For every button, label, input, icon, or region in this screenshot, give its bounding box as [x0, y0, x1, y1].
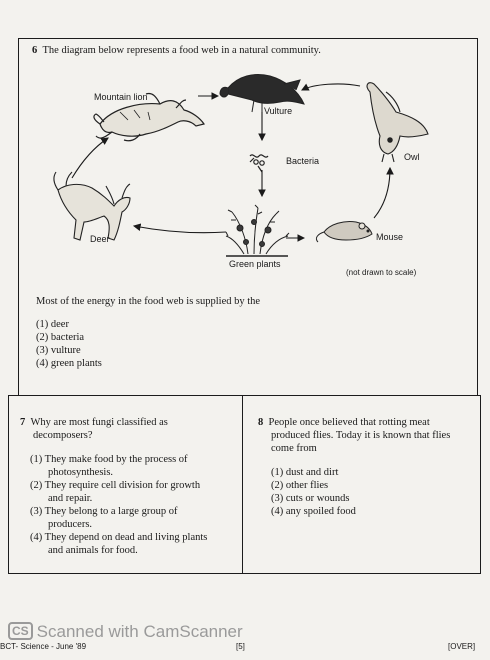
bacteria-drawing [250, 155, 268, 172]
question-7-option-4-cont: and animals for food. [48, 545, 138, 556]
question-6-option-4: (4) green plants [36, 358, 102, 369]
page-number: [5] [236, 642, 245, 651]
label-bacteria: Bacteria [286, 156, 320, 166]
question-8-stem-cont-1: produced flies. Today it is known that flies [271, 430, 451, 441]
footer-left: BCT- Science - June '89 [0, 642, 87, 651]
label-mouse: Mouse [376, 232, 404, 242]
scanner-watermark: CS Scanned with CamScanner [8, 622, 243, 642]
question-6-option-2: (2) bacteria [36, 332, 85, 343]
question-7-option-4: (4) They depend on dead and living plants [30, 532, 208, 543]
question-6-stem: 6 The diagram below represents a food web in a natural community. [32, 45, 321, 56]
question-7-option-1-cont: photosynthesis. [48, 467, 114, 478]
question-7-option-3-cont: producers. [48, 519, 93, 530]
green-plants-drawing [226, 205, 289, 256]
question-7-option-2-cont: and repair. [48, 493, 93, 504]
owl-drawing [367, 83, 428, 162]
scale-note: (not drawn to scale) [346, 268, 417, 277]
question-7-stem-cont: decomposers? [33, 430, 93, 441]
question-7-option-2: (2) They require cell division for growth [30, 480, 201, 491]
label-vulture: Vulture [264, 106, 293, 116]
camscanner-logo-icon: CS [8, 622, 33, 640]
question-8-stem: 8 People once believed that rotting meat [258, 417, 430, 428]
deer-drawing [54, 172, 130, 240]
label-deer: Deer [90, 234, 110, 244]
label-green-plants: Green plants [229, 259, 281, 269]
label-mountain-lion: Mountain lion [94, 92, 148, 102]
question-6-option-3: (3) vulture [36, 345, 81, 356]
question-8-option-1: (1) dust and dirt [271, 467, 339, 478]
question-8-stem-cont-2: come from [271, 443, 317, 454]
footer-right: [OVER] [448, 642, 476, 651]
mouse-drawing [316, 221, 372, 242]
question-8-option-4: (4) any spoiled food [271, 506, 356, 517]
question-8-option-2: (2) other flies [271, 480, 329, 491]
question-7-stem: 7 Why are most fungi classified as [20, 417, 168, 428]
question-6-option-1: (1) deer [36, 319, 69, 330]
question-6-prompt: Most of the energy in the food web is supplied by the [36, 296, 261, 307]
label-owl: Owl [404, 152, 420, 162]
question-7-option-1: (1) They make food by the process of [30, 454, 188, 465]
question-7-option-3: (3) They belong to a large group of [30, 506, 178, 517]
question-8-option-3: (3) cuts or wounds [271, 493, 350, 504]
